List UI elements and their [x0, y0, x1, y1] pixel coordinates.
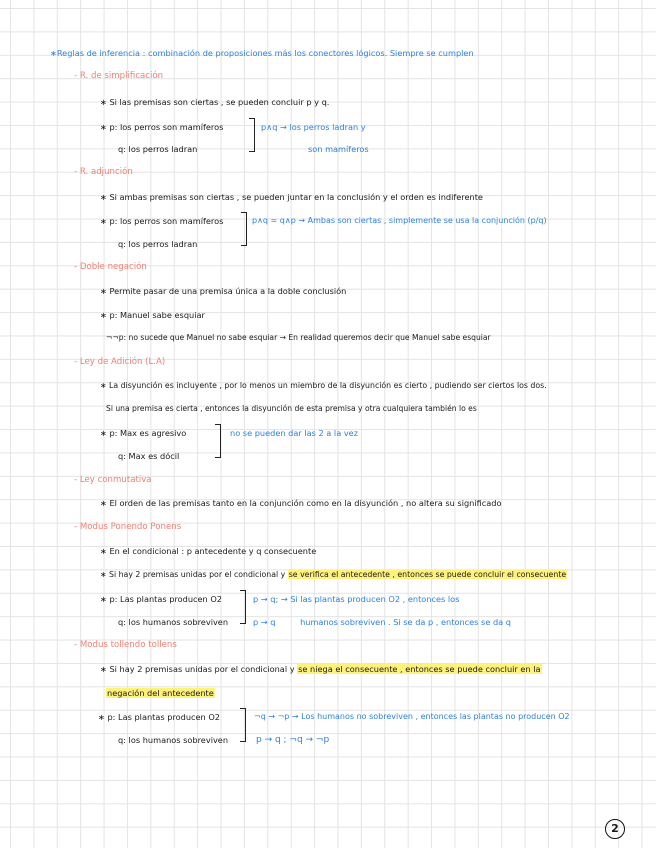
- rule-ponens-1: ∗ En el condicional : p antecedente y q consecuente: [100, 546, 317, 556]
- result-simplificacion-1: p∧q → los perros ladran y: [261, 122, 366, 132]
- premise-p-adjuncion: ∗ p: los perros son mamíferos: [100, 216, 224, 226]
- premise-q-ponens: q: los humanos sobreviven: [118, 617, 229, 627]
- brace-tollens: [240, 708, 246, 742]
- premise-q-tollens: q: los humanos sobreviven: [118, 735, 229, 745]
- heading-adjuncion: - R. adjunción: [74, 167, 133, 177]
- rule-doble-negacion: ∗ Permite pasar de una premisa única a la doble conclusión: [100, 286, 347, 296]
- result-adjuncion: p∧q = q∧p → Ambas son ciertas , simplemente se usa la conjunción (p/q): [252, 216, 547, 225]
- page-title: ∗Reglas de inferencia : combinación de proposiciones más los conectores lógicos. Siempre se cumplen: [50, 48, 474, 58]
- heading-tollens: - Modus tollendo tollens: [74, 640, 177, 650]
- premise-p-doble-negacion: ∗ p: Manuel sabe esquiar: [100, 310, 205, 320]
- page-number: 2: [605, 819, 625, 839]
- heading-adicion: - Ley de Adición (L.A): [74, 357, 166, 367]
- rule-tollens-1-text: ∗ Si hay 2 premisas unidas por el condicional y: [100, 664, 298, 674]
- result-ponens-1: p → q; → Si las plantas producen O2 , entonces los: [253, 594, 460, 604]
- brace-ponens: [240, 590, 246, 624]
- heading-ponens: - Modus Ponendo Ponens: [74, 522, 182, 532]
- brace-adicion: [215, 424, 221, 458]
- result-tollens-1: ¬q → ¬p → Los humanos no sobreviven , entonces las plantas no producen O2: [254, 712, 570, 721]
- rule-simplificacion: ∗ Si las premisas son ciertas , se pueden concluir p y q.: [100, 97, 330, 107]
- note-doble-negacion: ¬¬p: no sucede que Manuel no sabe esquiar → En realidad queremos decir que Manuel sabe esquiar: [106, 333, 491, 342]
- result-ponens-2-text: humanos sobreviven . Si se da p , entonces se da q: [300, 617, 511, 627]
- premise-p-simplificacion: ∗ p: los perros son mamíferos: [100, 122, 224, 132]
- brace-adjuncion: [241, 212, 247, 246]
- rule-conmutativa: ∗ El orden de las premisas tanto en la conjunción como en la disyunción , no altera su significado: [100, 498, 502, 508]
- result-tollens-2: p → q ; ¬q → ¬p: [256, 735, 330, 745]
- rule-ponens-2: [100, 568, 567, 582]
- rule-tollens-1-highlight: se niega el consecuente , entonces se puede concluir en la: [298, 664, 541, 674]
- rule-ponens-2-text: ∗ Si hay 2 premisas unidas por el condicional y: [100, 570, 288, 579]
- rule-tollens-2-highlight: negación del antecedente: [107, 688, 214, 698]
- rule-ponens-2-highlight: se verifica el antecedente , entonces se puede concluir el consecuente: [288, 570, 567, 579]
- rule-adicion-2: Si una premisa es cierta , entonces la disyunción de esta premisa y otra cualquiera también lo es: [106, 404, 477, 413]
- premise-p-adicion: ∗ p: Max es agresivo: [100, 428, 187, 438]
- premise-p-ponens: ∗ p: Las plantas producen O2: [100, 594, 223, 604]
- heading-simplificacion: - R. de simplificación: [74, 71, 164, 81]
- result-ponens-2-formula: p → q: [253, 617, 276, 627]
- premise-p-tollens: ∗ p: Las plantas producen O2: [98, 712, 221, 722]
- premise-q-adjuncion: q: los perros ladran: [118, 239, 198, 249]
- result-adicion: no se pueden dar las 2 a la vez: [230, 428, 359, 438]
- rule-adjuncion: ∗ Si ambas premisas son ciertas , se pueden juntar en la conclusión y el orden es indiferente: [100, 192, 483, 202]
- result-simplificacion-2: son mamíferos: [308, 144, 369, 154]
- rule-tollens-2: [106, 686, 215, 700]
- heading-doble-negacion: - Doble negación: [74, 262, 147, 272]
- result-ponens-2: [253, 615, 511, 629]
- rule-tollens-1: [100, 662, 542, 676]
- premise-q-adicion: q: Max es dócil: [118, 451, 180, 461]
- rule-adicion-1: ∗ La disyunción es incluyente , por lo menos un miembro de la disyunción es cierto , pudiendo ser ciertos los dos.: [100, 381, 547, 390]
- brace-simplificacion: [249, 118, 255, 152]
- heading-conmutativa: - Ley conmutativa: [74, 475, 152, 485]
- premise-q-simplificacion: q: los perros ladran: [118, 144, 198, 154]
